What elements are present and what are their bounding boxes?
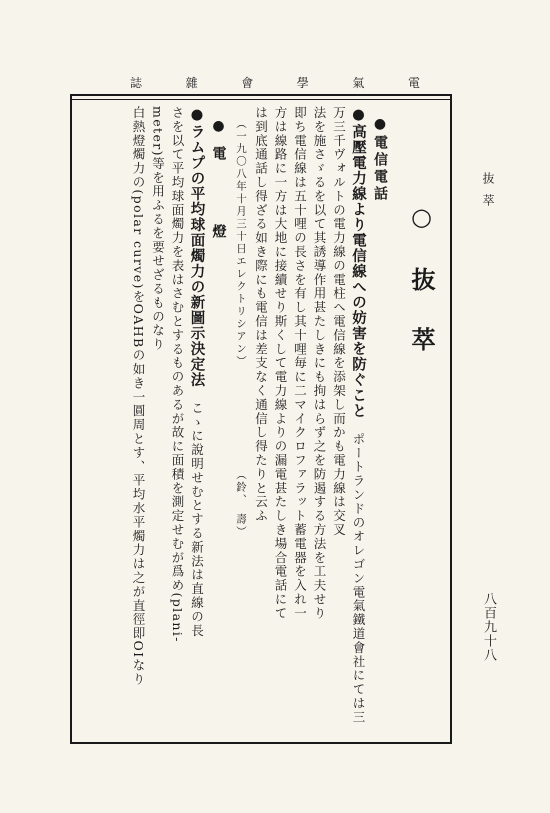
source-line	[231, 106, 252, 738]
article-line	[251, 106, 271, 738]
article-title-telegraph: ●高壓電力線より電信線への妨害を防ぐこと	[350, 106, 367, 419]
article-line: さを以て平均球面燭力を表はさむとするものあるが故に面積を測定せむが爲め(plani-	[170, 106, 185, 643]
frame-rule	[70, 99, 452, 100]
running-head-char: 會	[241, 76, 254, 90]
running-head	[130, 74, 420, 91]
article-text: こゝに說明せむとする新法は直線の長	[189, 401, 205, 638]
section-heading-telegraph: ●電信電話	[372, 116, 388, 203]
running-head-char: 電	[407, 76, 420, 90]
section-heading-lighting: ●電 燈	[210, 118, 227, 250]
page-number: 八百九十八	[481, 592, 496, 662]
running-head-char: 雜	[185, 76, 198, 90]
article-line	[187, 106, 207, 738]
article-line: meter)等を用ふるを要せざるものなり	[150, 106, 166, 352]
signature: （鈴、 壽）	[235, 473, 247, 539]
article-line: 法を施さゞるを以て其誘導作用甚たしきにも拘はらず之を防遏する方法を工夫せり	[312, 106, 327, 621]
article-line: 白熱燈燭力の(polar curve)をOAHBの如き一圓周とす、平均水平燭力は之が直徑即OIなり	[131, 106, 146, 687]
running-head-char: 學	[296, 76, 309, 90]
running-head-char: 誌	[130, 76, 143, 90]
article-line: 即ち電信線は五十哩の長さを有し其十哩毎に二マイクロファラット蓄電器を入れ一	[292, 106, 308, 621]
page-title: ○抜萃	[407, 202, 436, 387]
article-line	[329, 106, 368, 738]
article-line: 方は線路に一方は大地に接續せり斯くして電力線よりの漏電甚たしき場合電話にて	[273, 106, 288, 621]
article-title-lighting: ●ラムプの平均球面燭力の新圖示決定法	[188, 106, 206, 388]
article-text: ポートランドのオレゴン電氣鐵道會社にては三万三千ヴォルトの電力線の電柱へ電信線を添架し而かも電力線は交叉	[331, 106, 366, 725]
running-head-char: 氣	[352, 76, 365, 90]
vertical-body-text	[76, 106, 450, 738]
article-text: は到底通話し得ざる如き際にも電信は差支なく通信し得たりと云ふ	[253, 106, 269, 523]
margin-section-label: 抜萃	[481, 172, 495, 216]
source-citation: （一九〇八年十月三十日エレクトリシアン）	[235, 118, 247, 363]
